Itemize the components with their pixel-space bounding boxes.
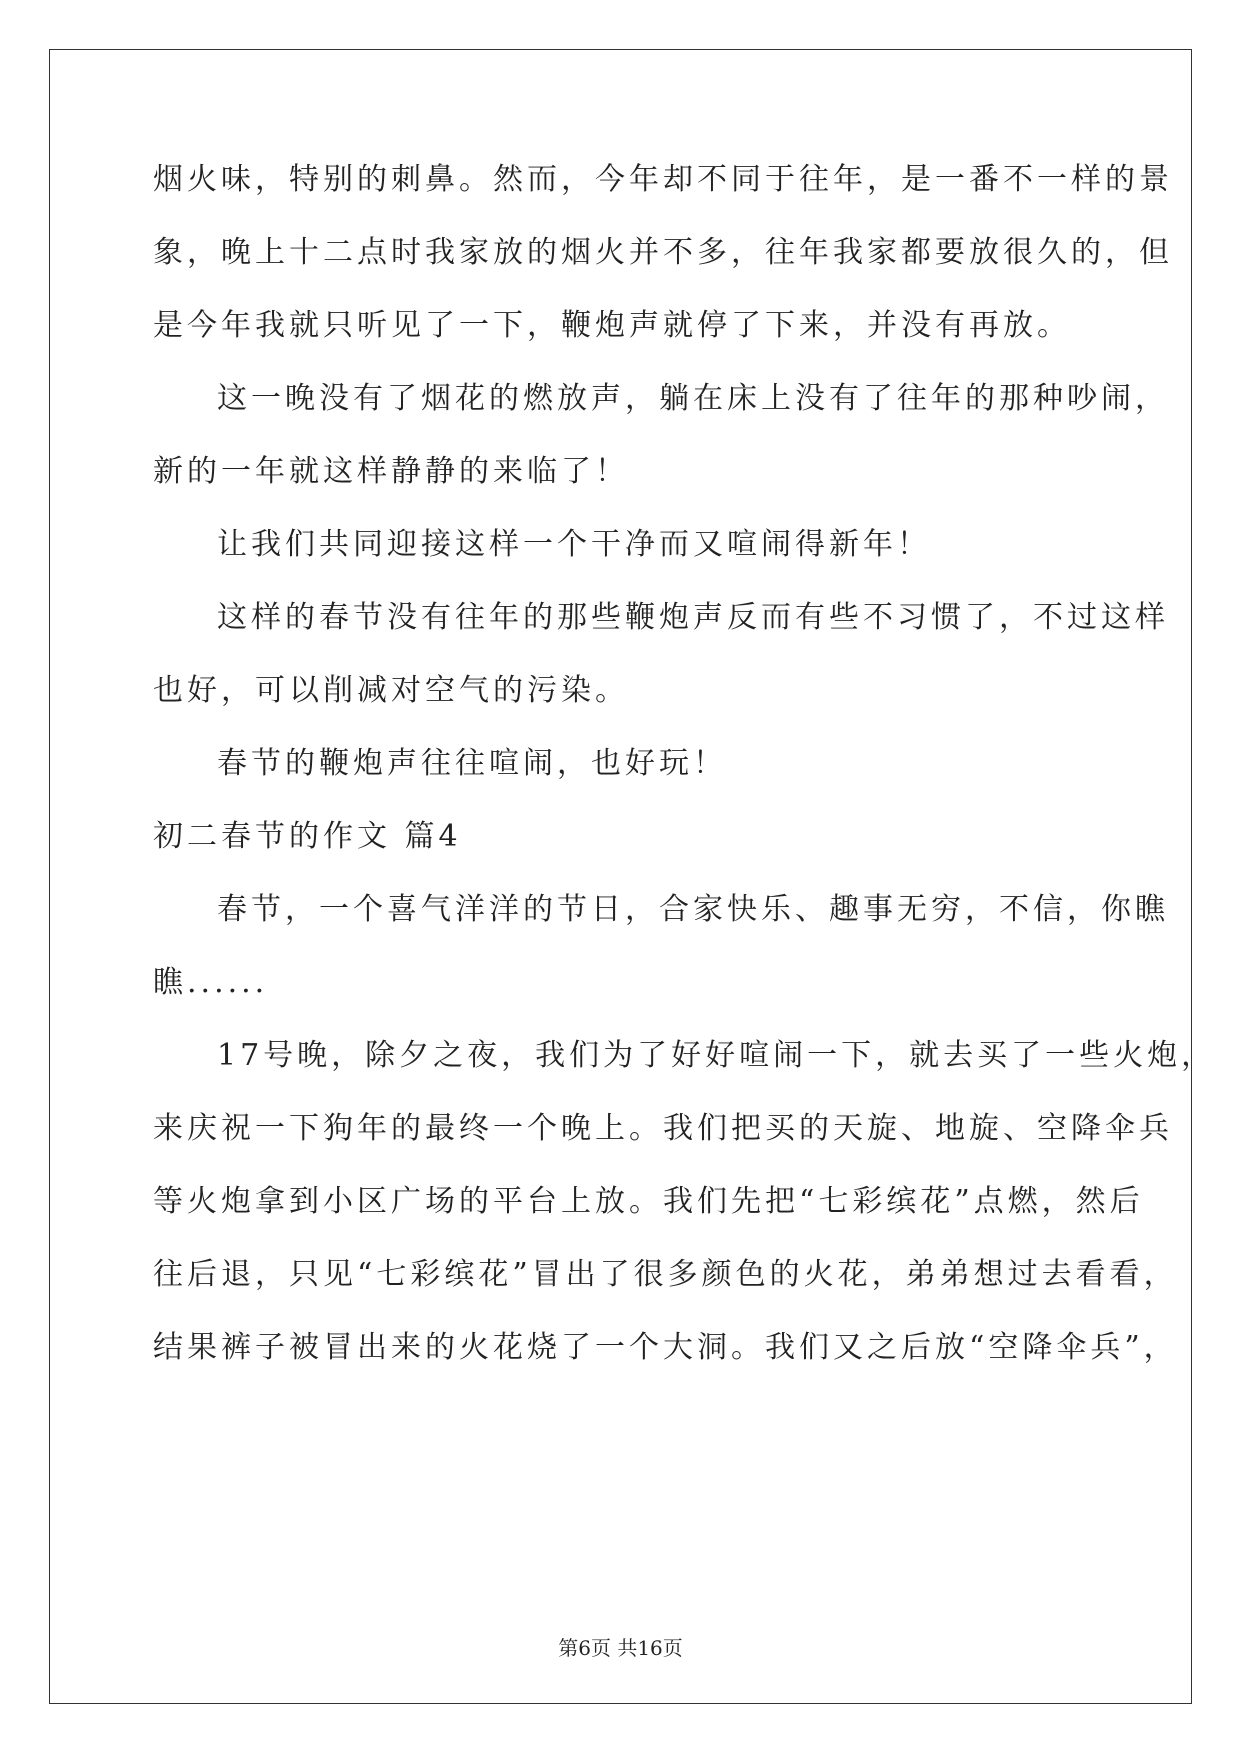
text-line: 新的一年就这样静静的来临了！ — [153, 454, 629, 489]
section-heading: 初二春节的作文 篇4 — [153, 819, 462, 854]
page-border — [49, 49, 1192, 1704]
text-line: 是今年我就只听见了一下，鞭炮声就停了下来，并没有再放。 — [153, 308, 1071, 343]
text-line: 这一晚没有了烟花的燃放声，躺在床上没有了往年的那种吵闹， — [217, 381, 1169, 416]
text-line: 烟火味，特别的刺鼻。然而，今年却不同于往年，是一番不一样的景 — [153, 162, 1173, 197]
text-line: 往后退，只见“七彩缤花”冒出了很多颜色的火花，弟弟想过去看看， — [153, 1257, 1178, 1292]
page-number: 第6页 共16页 — [558, 1636, 683, 1660]
text-line: 结果裤子被冒出来的火花烧了一个大洞。我们又之后放“空降伞兵”， — [153, 1330, 1178, 1365]
text-line: 春节的鞭炮声往往喧闹，也好玩！ — [217, 746, 727, 781]
text-line: 等火炮拿到小区广场的平台上放。我们先把“七彩缤花”点燃，然后 — [153, 1184, 1144, 1219]
text-line: 也好，可以削减对空气的污染。 — [153, 673, 629, 708]
text-line: 17号晚，除夕之夜，我们为了好好喧闹一下，就去买了一些火炮， — [217, 1038, 1216, 1073]
text-line: 象，晚上十二点时我家放的烟火并不多，往年我家都要放很久的，但 — [153, 235, 1173, 270]
text-line: 让我们共同迎接这样一个干净而又喧闹得新年！ — [217, 527, 931, 562]
text-line: 来庆祝一下狗年的最终一个晚上。我们把买的天旋、地旋、空降伞兵 — [153, 1111, 1173, 1146]
text-line: 春节，一个喜气洋洋的节日，合家快乐、趣事无穷，不信，你瞧 — [217, 892, 1169, 927]
text-line: 这样的春节没有往年的那些鞭炮声反而有些不习惯了，不过这样 — [217, 600, 1169, 635]
text-line: 瞧...... — [153, 965, 269, 1000]
